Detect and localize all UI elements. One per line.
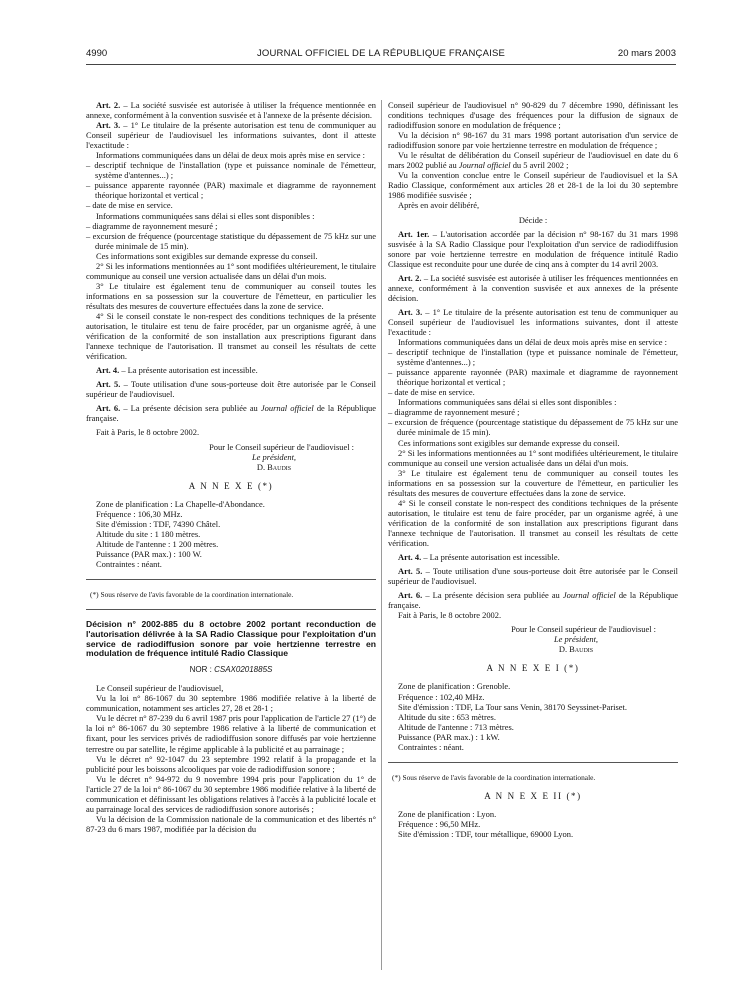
section-rule	[86, 609, 376, 610]
signature-name: D. Baudis	[256, 461, 292, 472]
paragraph: 2° Si les informations mentionnées au 1° sont modifiées ultérieurement, le titulaire communique au conseil une version actualisée dans un délai d'un mois.	[86, 260, 376, 281]
nor-reference: NOR : CSAX0201885S	[189, 665, 273, 675]
annex-constraints: Contraintes : néant.	[96, 558, 162, 569]
page-header	[86, 48, 676, 62]
page-number: 4990	[86, 48, 108, 59]
footnote: (*) Sous réserve de l'avis favorable de la coordination internationale.	[392, 772, 596, 782]
article-2: Art. 2. – La société susvisée est autorisée à utiliser les fréquences mentionnées en annexe, conformément à la convention susvisée et aux annexes de la présente décision.	[388, 272, 678, 303]
paragraph: 3° Le titulaire est également tenu de communiquer au conseil toutes les informations en sa possession sur la couverture de l'émetteur, en particulier les résultats des mesures de couverture effectuées dans la zone de service.	[388, 467, 678, 498]
signature-authority: Pour le Conseil supérieur de l'audiovisuel :	[209, 441, 354, 452]
journal-title: JOURNAL OFFICIEL DE LA RÉPUBLIQUE FRANÇAISE	[256, 48, 506, 59]
list-item: – diagramme de rayonnement mesuré ;	[388, 407, 520, 418]
article-6: Art. 6. – La présente décision sera publiée au Journal officiel de la République française.	[86, 403, 377, 424]
signature-name: D. Baudis	[558, 644, 594, 655]
article-1: Art. 1er. – L'autorisation accordée par la décision n° 98-167 du 31 mars 1998 susvisée à la SA Radio Classique pour l'exploitation d'un service de radiodiffusion sonore par voie hertzienne terrestre en modulation de fréquence intitulé Radio Classique est reconduite pour une durée de cinq ans à compter du 14 avril 2003.	[388, 228, 678, 269]
list-item: – descriptif technique de l'installation (type et puissance nominale de l'émetteur, système d'antennes...) ;	[388, 347, 678, 368]
paragraph: Après en avoir délibéré,	[398, 200, 480, 211]
annex-heading: A N N E X E (*)	[188, 480, 274, 491]
annex-zone: Zone de planification : Grenoble.	[398, 681, 511, 692]
list-item: – puissance apparente rayonnée (PAR) maximale et diagramme de rayonnement théorique horizontal et vertical ;	[86, 180, 376, 201]
signature-title: Le président,	[251, 451, 297, 462]
paragraph: Ces informations sont exigibles sur demande expresse du conseil.	[398, 437, 620, 448]
paragraph: Conseil supérieur de l'audiovisuel n° 90-829 du 7 décembre 1990, définissant les conditions techniques d'usage des fréquences pour la diffusion de signaux de radiodiffusion sonore en modulation de fréquence ;	[388, 100, 678, 131]
annex-zone: Zone de planification : Lyon.	[398, 808, 497, 819]
left-column	[86, 100, 376, 834]
list-item: – excursion de fréquence (pourcentage statistique du dépassement de 75 kHz sur une durée minimale de 15 min).	[86, 230, 376, 251]
info-nodelay-heading: Informations communiquées sans délai si elles sont disponibles :	[398, 397, 617, 408]
footnote-rule	[86, 579, 376, 580]
annex-site-altitude: Altitude du site : 1 180 mètres.	[96, 528, 201, 539]
annex-antenna-altitude: Altitude de l'antenne : 1 200 mètres.	[96, 538, 219, 549]
article-6: Art. 6. – La présente décision sera publiée au Journal officiel de la République française.	[388, 590, 679, 611]
signature-place-date: Fait à Paris, le 8 octobre 2002.	[398, 610, 502, 621]
annex-zone: Zone de planification : La Chapelle-d'Abondance.	[96, 498, 265, 509]
decision-title: Décision n° 2002-885 du 8 octobre 2002 portant reconduction de l'autorisation délivrée à la SA Radio Classique pour l'exploitation d'un service de radiodiffusion sonore par voie hertzienne terrestre en modulation de fréquence intitulé Radio Classique	[86, 619, 376, 659]
info-delay-heading: Informations communiquées dans un délai de deux mois après mise en service :	[398, 337, 667, 348]
paragraph: Vu la loi n° 86-1067 du 30 septembre 1986 modifiée relative à la liberté de communication, notamment ses articles 27, 28 et 28-1 ;	[86, 693, 376, 714]
decide-heading: Décide :	[518, 214, 548, 225]
paragraph: Vu le décret n° 92-1047 du 23 septembre 1992 relatif à la propagande et la publicité pour les boissons alcooliques par voie de radiodiffusion sonore ;	[86, 753, 376, 774]
issue-date: 20 mars 2003	[617, 48, 676, 59]
annex-site-altitude: Altitude du site : 653 mètres.	[398, 711, 496, 722]
annex-antenna-altitude: Altitude de l'antenne : 713 mètres.	[398, 721, 514, 732]
annex-power: Puissance (PAR max.) : 1 kW.	[398, 731, 500, 742]
annex-site: Site d'émission : TDF, tour métallique, 69000 Lyon.	[398, 828, 574, 839]
column-separator	[381, 100, 382, 970]
info-delay-heading: Informations communiquées dans un délai de deux mois après mise en service :	[96, 150, 365, 161]
paragraph: Vu le résultat de délibération du Conseil supérieur de l'audiovisuel en date du 6 mars 2002 publié au Journal officiel du 5 avril 2002 ;	[388, 150, 678, 171]
paragraph: 3° Le titulaire est également tenu de communiquer au conseil toutes les informations en sa possession sur la couverture de l'émetteur, en particulier les résultats des mesures de couverture effectuées dans la zone de service.	[86, 280, 376, 311]
annex-2-heading: A N N E X E II (*)	[484, 790, 582, 801]
paragraph: 2° Si les informations mentionnées au 1° sont modifiées ultérieurement, le titulaire communique au conseil une version actualisée dans un délai d'un mois.	[388, 447, 678, 468]
annex-site: Site d'émission : TDF, 74390 Châtel.	[96, 518, 221, 529]
article-3: Art. 3. – 1° Le titulaire de la présente autorisation est tenu de communiquer au Conseil supérieur de l'audiovisuel les informations suivantes, dont il atteste l'exactitude :	[388, 306, 679, 337]
annex-1-heading: A N N E X E I (*)	[486, 663, 580, 674]
annex-frequency: Fréquence : 102,40 MHz.	[398, 691, 485, 702]
paragraph: Vu la décision n° 98-167 du 31 mars 1998 portant autorisation d'un service de radiodiffusion sonore par voie hertzienne terrestre en modulation de fréquence ;	[388, 130, 678, 151]
list-item: – puissance apparente rayonnée (PAR) maximale et diagramme de rayonnement théorique horizontal et vertical ;	[388, 367, 678, 388]
article-4: Art. 4. – La présente autorisation est incessible.	[398, 552, 560, 563]
list-item: – excursion de fréquence (pourcentage statistique du dépassement de 75 kHz sur une durée minimale de 15 min).	[388, 417, 678, 438]
annex-constraints: Contraintes : néant.	[398, 741, 464, 752]
article-5: Art. 5. – Toute utilisation d'une sous-porteuse doit être autorisée par le Conseil supérieur de l'audiovisuel.	[86, 379, 376, 400]
article-2: Art. 2. – La société susvisée est autorisée à utiliser la fréquence mentionnée en annexe, conformément à la convention susvisée et à l'annexe de la présente décision.	[86, 100, 377, 121]
article-3: Art. 3. – 1° Le titulaire de la présente autorisation est tenu de communiquer au Conseil supérieur de l'audiovisuel les informations suivantes, dont il atteste l'exactitude :	[86, 120, 377, 151]
signature-authority: Pour le Conseil supérieur de l'audiovisuel :	[511, 624, 656, 635]
article-4: Art. 4. – La présente autorisation est incessible.	[96, 365, 258, 376]
paragraph: Vu le décret n° 87-239 du 6 avril 1987 pris pour l'application de l'article 27 (1°) de la loi n° 86-1067 du 30 septembre 1986 relative à la liberté de communication et fixant, pour les services privés de radiodiffusion sonore diffusés par voie hertzienne terrestre ou par satellite, le régime applicable à la publicité et au parrainage ;	[86, 713, 376, 754]
signature-title: Le président,	[553, 634, 599, 645]
article-5: Art. 5. – Toute utilisation d'une sous-porteuse doit être autorisée par le Conseil supérieur de l'audiovisuel.	[388, 566, 678, 587]
paragraph: Vu le décret n° 94-972 du 9 novembre 1994 pris pour l'application du 1° de l'article 27 de la loi n° 86-1067 du 30 septembre 1986 modifiée relative à la liberté de communication et définissant les obligations relatives à l'accès à la publicité locale et au parrainage local des services de radiodiffusion sonore autorisés ;	[86, 773, 376, 814]
footnote: (*) Sous réserve de l'avis favorable de la coordination internationale.	[90, 590, 294, 600]
list-item: – diagramme de rayonnement mesuré ;	[86, 220, 218, 231]
paragraph: Vu la convention conclue entre le Conseil supérieur de l'audiovisuel et la SA Radio Classique, conformément aux articles 28 et 28-1 de la loi du 30 septembre 1986 modifiée susvisée ;	[388, 170, 678, 201]
paragraph: 4° Si le conseil constate le non-respect des conditions techniques de la présente autorisation, le titulaire est tenu de faire procéder, par un organisme agréé, à une vérification de la conformité de son installation aux prescriptions figurant dans l'annexe technique de l'autorisation. Il transmet au conseil les résultats de cette vérification.	[86, 310, 376, 362]
list-item: – descriptif technique de l'installation (type et puissance nominale de l'émetteur, système d'antennes...) ;	[86, 160, 376, 181]
right-column	[388, 100, 678, 839]
annex-power: Puissance (PAR max.) : 100 W.	[96, 548, 202, 559]
paragraph: Le Conseil supérieur de l'audiovisuel,	[96, 683, 224, 694]
paragraph: 4° Si le conseil constate le non-respect des conditions techniques de la présente autorisation, le titulaire est tenu de faire procéder, par un organisme agréé, à une vérification de la conformité de son installation aux prescriptions figurant dans l'annexe technique de l'autorisation. Il transmet au conseil les résultats de cette vérification.	[388, 497, 678, 548]
list-item: – date de mise en service.	[86, 200, 173, 211]
footnote-rule	[388, 762, 678, 763]
info-nodelay-heading: Informations communiquées sans délai si elles sont disponibles :	[96, 210, 315, 221]
annex-frequency: Fréquence : 96,50 MHz.	[398, 818, 481, 829]
list-item: – date de mise en service.	[388, 387, 475, 398]
signature-place-date: Fait à Paris, le 8 octobre 2002.	[96, 427, 200, 438]
annex-frequency: Fréquence : 106,30 MHz.	[96, 508, 183, 519]
header-rule	[86, 64, 676, 65]
annex-site: Site d'émission : TDF, La Tour sans Venin, 38170 Seyssinet-Pariset.	[398, 701, 627, 712]
paragraph: Ces informations sont exigibles sur demande expresse du conseil.	[96, 250, 318, 261]
paragraph: Vu la décision de la Commission nationale de la communication et des libertés n° 87-23 du 6 mars 1987, modifiée par la décision du	[86, 813, 376, 834]
